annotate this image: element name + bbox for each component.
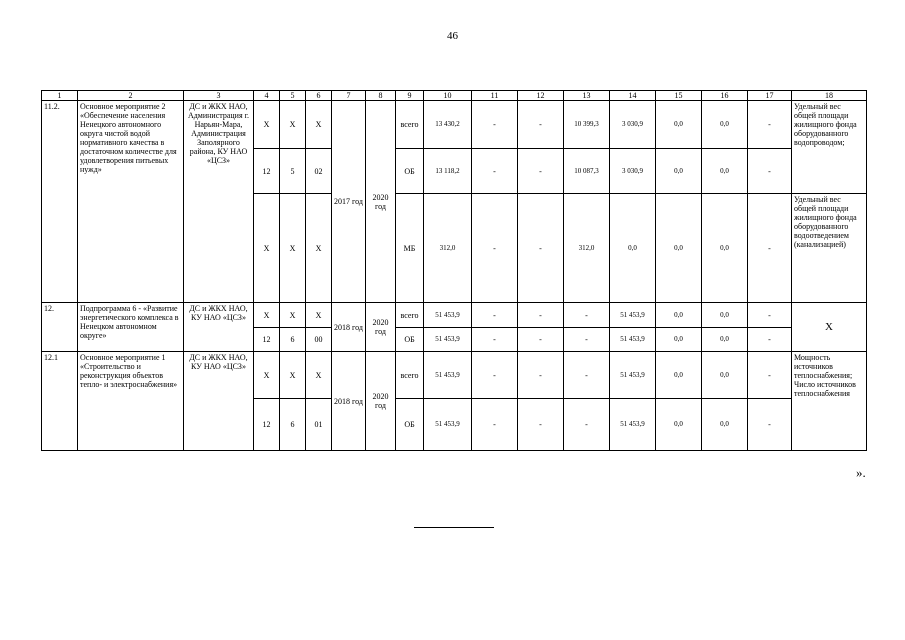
executor: ДС и ЖКХ НАО, КУ НАО «ЦСЗ»: [184, 303, 254, 352]
value-cell: -: [748, 328, 792, 352]
value-cell: 0,0: [656, 303, 702, 328]
header-cell: 3: [184, 91, 254, 101]
value-cell: -: [748, 194, 792, 303]
code-cell: Х: [254, 303, 280, 328]
value-cell: -: [472, 328, 518, 352]
value-cell: -: [472, 101, 518, 149]
header-cell: 12: [518, 91, 564, 101]
value-cell: -: [472, 149, 518, 194]
page-number: 46: [447, 30, 458, 42]
measure-name: Основное мероприятие 1 «Строительство и реконструкция объектов тепло- и электроснабжения»: [78, 352, 184, 451]
value-cell: 0,0: [656, 101, 702, 149]
value-cell: 0,0: [656, 399, 702, 451]
value-cell: -: [748, 149, 792, 194]
code-cell: 12: [254, 149, 280, 194]
value-cell: -: [564, 352, 610, 399]
header-row: [42, 91, 867, 101]
row-number: 12.: [42, 303, 78, 352]
code-cell: Х: [280, 101, 306, 149]
code-cell: Х: [254, 101, 280, 149]
funding-source: ОБ: [396, 399, 424, 451]
value-cell: 312,0: [564, 194, 610, 303]
indicator-cell: Удельный вес общей площади жилищного фонда оборудованного водопроводом;: [792, 101, 867, 194]
value-cell: 0,0: [702, 328, 748, 352]
code-cell: Х: [306, 194, 332, 303]
closing-quote: ».: [856, 465, 866, 480]
header-cell: 7: [332, 91, 366, 101]
value-cell: 10 087,3: [564, 149, 610, 194]
value-cell: 51 453,9: [610, 352, 656, 399]
value-cell: -: [472, 303, 518, 328]
code-cell: Х: [280, 352, 306, 399]
value-cell: 0,0: [702, 149, 748, 194]
executor: ДС и ЖКХ НАО, Администрация г. Нарьян-Мара, Администрация Заполярного района, КУ НАО «ЦСЗ»: [184, 101, 254, 303]
value-cell: -: [564, 303, 610, 328]
value-cell: -: [518, 399, 564, 451]
header-cell: 4: [254, 91, 280, 101]
funding-source: всего: [396, 303, 424, 328]
program-table: [41, 90, 867, 451]
value-cell: 51 453,9: [424, 399, 472, 451]
value-cell: 0,0: [702, 194, 748, 303]
footnote-divider: [414, 527, 494, 528]
code-cell: 6: [280, 328, 306, 352]
header-cell: 9: [396, 91, 424, 101]
code-cell: Х: [280, 303, 306, 328]
value-cell: 0,0: [702, 352, 748, 399]
code-cell: 12: [254, 399, 280, 451]
year-end: 2020 год: [366, 303, 396, 352]
value-cell: -: [564, 399, 610, 451]
value-cell: 0,0: [656, 194, 702, 303]
header-cell: 13: [564, 91, 610, 101]
value-cell: 0,0: [656, 352, 702, 399]
value-cell: 0,0: [702, 303, 748, 328]
value-cell: 3 030,9: [610, 149, 656, 194]
row-number: 11.2.: [42, 101, 78, 303]
header-cell: 18: [792, 91, 867, 101]
value-cell: 312,0: [424, 194, 472, 303]
code-cell: 01: [306, 399, 332, 451]
value-cell: -: [518, 303, 564, 328]
funding-source: всего: [396, 101, 424, 149]
value-cell: 13 118,2: [424, 149, 472, 194]
value-cell: 0,0: [702, 399, 748, 451]
header-cell: 11: [472, 91, 518, 101]
funding-source: МБ: [396, 194, 424, 303]
code-cell: 5: [280, 149, 306, 194]
year-end: 2020 год: [366, 101, 396, 303]
executor: ДС и ЖКХ НАО, КУ НАО «ЦСЗ»: [184, 352, 254, 451]
value-cell: -: [564, 328, 610, 352]
code-cell: 6: [280, 399, 306, 451]
code-cell: Х: [306, 303, 332, 328]
value-cell: 0,0: [656, 328, 702, 352]
header-cell: 2: [78, 91, 184, 101]
table-row: [42, 101, 867, 149]
header-cell: 1: [42, 91, 78, 101]
funding-source: ОБ: [396, 328, 424, 352]
code-cell: Х: [254, 352, 280, 399]
indicator-cell: Х: [792, 303, 867, 352]
code-cell: 02: [306, 149, 332, 194]
funding-source: ОБ: [396, 149, 424, 194]
value-cell: -: [518, 328, 564, 352]
value-cell: -: [472, 352, 518, 399]
header-cell: 17: [748, 91, 792, 101]
value-cell: -: [472, 399, 518, 451]
header-cell: 5: [280, 91, 306, 101]
header-cell: 10: [424, 91, 472, 101]
header-cell: 14: [610, 91, 656, 101]
value-cell: -: [748, 399, 792, 451]
table-row: [42, 352, 867, 399]
value-cell: -: [518, 352, 564, 399]
value-cell: 51 453,9: [424, 328, 472, 352]
funding-source: всего: [396, 352, 424, 399]
code-cell: Х: [280, 194, 306, 303]
value-cell: 10 399,3: [564, 101, 610, 149]
value-cell: 51 453,9: [610, 328, 656, 352]
value-cell: -: [748, 303, 792, 328]
measure-name: Подпрограмма 6 - «Развитие энергетического комплекса в Ненецком автономном округе»: [78, 303, 184, 352]
table-row: [42, 303, 867, 328]
indicator-cell: Мощность источников теплоснабжения; Число источников теплоснабжения: [792, 352, 867, 451]
value-cell: 51 453,9: [610, 399, 656, 451]
measure-name: Основное мероприятие 2 «Обеспечение населения Ненецкого автономного округа чистой водой нормативного качества в достаточном количестве для удовлетворения питьевых нужд»: [78, 101, 184, 303]
value-cell: -: [518, 194, 564, 303]
value-cell: 51 453,9: [424, 303, 472, 328]
code-cell: 12: [254, 328, 280, 352]
value-cell: 3 030,9: [610, 101, 656, 149]
value-cell: -: [748, 101, 792, 149]
value-cell: 51 453,9: [610, 303, 656, 328]
code-cell: Х: [306, 101, 332, 149]
value-cell: -: [518, 101, 564, 149]
year-end: 2020 год: [366, 352, 396, 451]
value-cell: 0,0: [656, 149, 702, 194]
header-cell: 15: [656, 91, 702, 101]
indicator-cell: Удельный вес общей площади жилищного фонда оборудованного водоотведением (канализацией): [792, 194, 867, 303]
code-cell: Х: [254, 194, 280, 303]
year-start: 2018 год: [332, 352, 366, 451]
value-cell: -: [472, 194, 518, 303]
header-cell: 6: [306, 91, 332, 101]
value-cell: 0,0: [702, 101, 748, 149]
value-cell: 51 453,9: [424, 352, 472, 399]
year-start: 2018 год: [332, 303, 366, 352]
header-cell: 16: [702, 91, 748, 101]
header-cell: 8: [366, 91, 396, 101]
row-number: 12.1: [42, 352, 78, 451]
value-cell: 0,0: [610, 194, 656, 303]
year-start: 2017 год: [332, 101, 366, 303]
value-cell: 13 430,2: [424, 101, 472, 149]
code-cell: 00: [306, 328, 332, 352]
code-cell: Х: [306, 352, 332, 399]
value-cell: -: [518, 149, 564, 194]
value-cell: -: [748, 352, 792, 399]
